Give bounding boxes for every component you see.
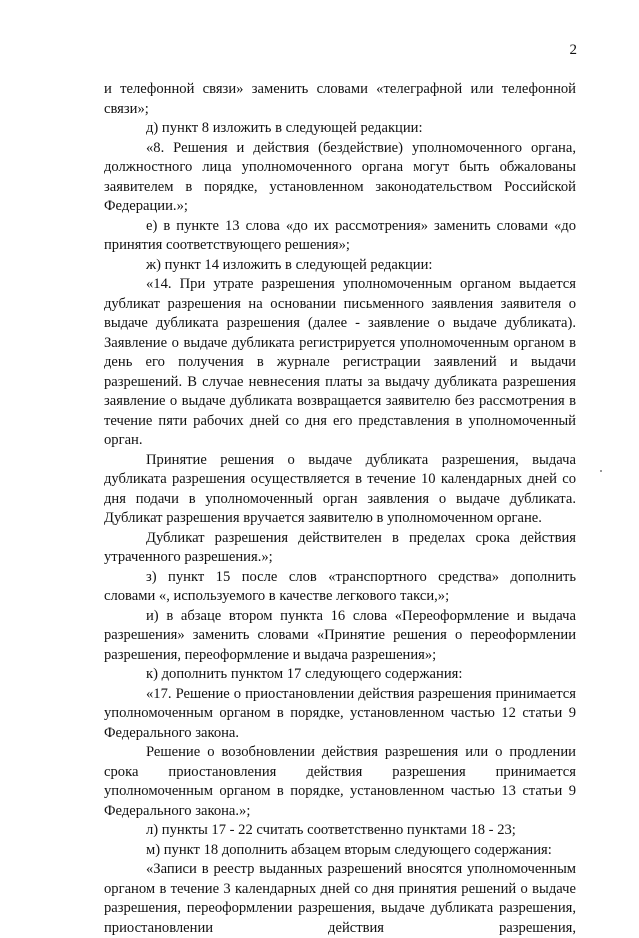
paragraph-7: Принятие решения о выдаче дубликата разрешения, выдача дубликата разрешения осуществляется в течение 10 календарных дней со дня подачи в уполномоченный орган заявления о выдаче дубликата. Дубликат разрешения вручается заявителю в уполномоченном органе. [104, 451, 576, 526]
paragraph-5: ж) пункт 14 изложить в следующей редакции: [146, 256, 433, 273]
paragraph-2: д) пункт 8 изложить в следующей редакции: [146, 120, 423, 136]
paragraph-9: з) пункт 15 после слов «транспортного средства» дополнить словами «, используемого в качестве легкового такси,»; [104, 568, 576, 604]
paragraph-15: м) пункт 18 дополнить абзацем вторым следующего содержания: [146, 841, 552, 858]
paragraph-12: «17. Решение о приостановлении действия разрешения принимается уполномоченным органом в порядке, установленном частью 12 статьи 9 Федерального закона. [104, 685, 576, 741]
paragraph-6: «14. При утрате разрешения уполномоченным органом выдается дубликат разрешения на основании письменного заявления заявителя о выдаче дубликата разрешения (далее - заявление о выдаче дубликата). Заявление о выдаче дубликата регистрируется уполномоченным органом в день его получения в журнале регистрации заявлений и выдачи разрешений. В случае невнесения платы за выдачу дубликата разрешения заявление о выдаче дубликата возвращается заявителю без рассмотрения в течение пяти рабочих дней со дня его представления в уполномоченный орган. [104, 276, 576, 448]
paragraph-13: Решение о возобновлении действия разрешения или о продлении срока приостановления действия разрешения принимается уполномоченным органом в порядке, установленном частью 13 статьи 9 Федерального закона.»; [104, 744, 576, 819]
paragraph-4: е) в пункте 13 слова «до их рассмотрения» заменить словами «до принятия соответствующего решения»; [104, 217, 576, 253]
paragraph-14: л) пункты 17 - 22 считать соответственно пунктами 18 - 23; [146, 822, 516, 838]
paragraph-8: Дубликат разрешения действителен в пределах срока действия утраченного разрешения.»; [104, 529, 576, 565]
paragraph-16: «Записи в реестр выданных разрешений вносятся уполномоченным органом в течение 3 календарных дней со дня принятия решений о выдаче разрешения, переоформлении разрешения, выдаче дубликата разрешения, приостановлении действия разрешения, [104, 861, 576, 936]
paragraph-10: и) в абзаце втором пункта 16 слова «Переоформление и выдача разрешения» заменить словами «Принятие решения о переоформлении разрешения, переоформление и выдача разрешения»; [104, 607, 576, 663]
paragraph-11: к) дополнить пунктом 17 следующего содержания: [146, 666, 463, 682]
paragraph-3: «8. Решения и действия (бездействие) уполномоченного органа, должностного лица уполномоченного органа могут быть обжалованы заявителем в порядке, установленном законодательством Российской Федерации.»; [104, 139, 576, 214]
paragraph-1: и телефонной связи» заменить словами «телеграфной или телефонной связи»; [104, 81, 576, 117]
document-body [104, 80, 576, 938]
scan-speck [600, 470, 602, 472]
page-number: 2 [569, 42, 577, 58]
